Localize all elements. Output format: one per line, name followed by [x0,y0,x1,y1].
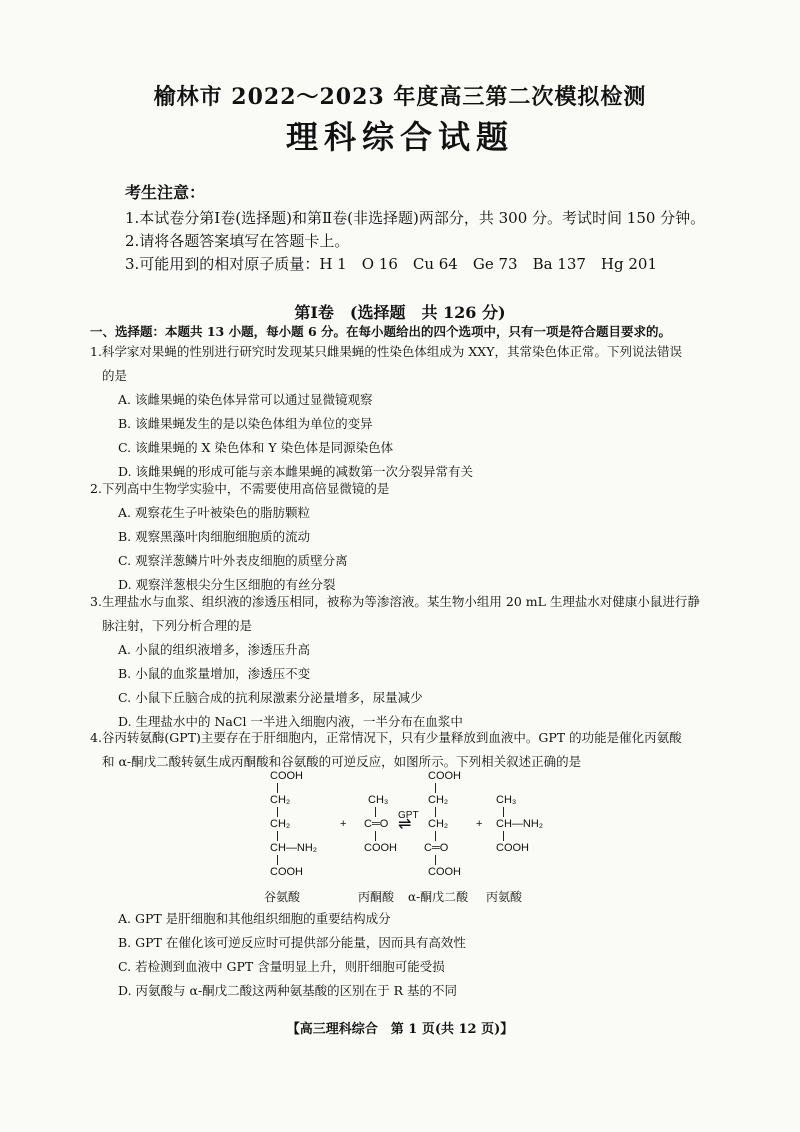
option-c: C. 该雌果蝇的 X 染色体和 Y 染色体是同源染色体 [118,440,394,455]
ketoglutarate-group: COOH [428,866,461,878]
option-a: A. GPT 是肝细胞和其他组织细胞的重要结构成分 [118,911,391,926]
label-pyruvate: 丙酮酸 [358,890,395,904]
option-b: B. GPT 在催化该可逆反应时可提供部分能量，因而具有高效性 [118,935,466,950]
plus-sign: + [476,818,483,830]
question-stem: 1.科学家对果蝇的性别进行研究时发现某只雌果蝇的性染色体组成为 XXY，其常染色体正常。下列说法错误 [90,344,682,359]
bond-line [277,807,278,817]
bond-line [277,783,278,793]
exam-subtitle: 理科综合试题 [285,118,514,156]
plus-sign: + [340,818,347,830]
question-stem: 的是 [102,368,128,383]
question-2 [90,477,750,597]
bond-line [503,807,504,817]
question-3 [90,590,750,734]
option-a: A. 观察花生子叶被染色的脂肪颗粒 [118,505,310,520]
question-4-options [90,907,750,1003]
glutamate-group: COOH [270,770,303,782]
alanine-group: CH₃ [496,794,517,806]
bond-line [503,831,504,841]
option-b: B. 小鼠的血浆量增加，渗透压不变 [118,666,311,681]
option-b: B. 观察黑藻叶肉细胞细胞质的流动 [118,529,311,544]
bond-line [277,831,278,841]
option-d: D. 该雌果蝇的形成可能与亲本雌果蝇的减数第一次分裂异常有关 [118,464,474,479]
question-stem: 4.谷丙转氨酶(GPT)主要存在于肝细胞内，正常情况下，只有少量释放到血液中。GPT 的功能是催化丙氨酸 [90,730,682,745]
label-ketoglutarate: α-酮戊二酸 [408,890,469,904]
option-c: C. 观察洋葱鳞片叶外表皮细胞的质壁分离 [118,553,348,568]
notice-heading: 考生注意： [125,183,206,202]
ketoglutarate-group: CH₂ [428,794,449,806]
glutamate-group: CH—NH₂ [270,842,318,854]
label-glutamate: 谷氨酸 [264,890,301,904]
enzyme-label: GPT [398,810,419,821]
notice-line: 1.本试卷分第Ⅰ卷(选择题)和第Ⅱ卷(非选择题)两部分，共 300 分。考试时间 150 分钟。 [125,209,706,227]
option-a: A. 该雌果蝇的染色体异常可以通过显微镜观察 [118,392,373,407]
label-alanine: 丙氨酸 [486,890,523,904]
section-title: 第Ⅰ卷 (选择题 共 126 分) [294,303,506,322]
page-footer: 【高三理科综合 第 1 页(共 12 页)】 [286,1022,514,1037]
bond-line [277,855,278,865]
bond-line [375,831,376,841]
option-d: D. 生理盐水中的 NaCl 一半进入细胞内液，一半分布在血浆中 [118,714,463,729]
alanine-group: COOH [496,842,529,854]
question-stem: 3.生理盐水与血浆、组织液的渗透压相同，被称为等渗溶液。某生物小组用 20 mL 生理盐水对健康小鼠进行静 [90,594,700,609]
ketoglutarate-group: CH₂ [428,818,449,830]
alanine-group: CH—NH₂ [496,818,544,830]
section-instruction: 一、选择题：本题共 13 小题，每小题 6 分。在每小题给出的四个选项中，只有一项是符合题目要求的。 [90,324,672,339]
reversible-arrow-icon: ⇌ [398,816,412,833]
notice-line: 3.可能用到的相对原子质量：H 1 O 16 Cu 64 Ge 73 Ba 137 Hg 201 [125,255,658,273]
bond-line [435,783,436,793]
pyruvate-group: COOH [364,842,397,854]
question-1 [90,340,750,484]
option-b: B. 该雌果蝇发生的是以染色体组为单位的变异 [118,416,373,431]
question-stem: 脉注射，下列分析合理的是 [102,618,253,633]
glutamate-group: CH₂ [270,794,291,806]
question-stem: 2.下列高中生物学实验中，不需要使用高倍显微镜的是 [90,481,390,496]
ketoglutarate-group: COOH [428,770,461,782]
pyruvate-group: CH₃ [368,794,389,806]
pyruvate-group: C═O [364,818,389,830]
candidate-notice [125,180,725,276]
option-a: A. 小鼠的组织液增多，渗透压升高 [118,642,310,657]
question-4 [90,726,750,774]
glutamate-group: CH₂ [270,818,291,830]
option-d: D. 观察洋葱根尖分生区细胞的有丝分裂 [118,577,336,592]
question-stem: 和 α-酮戊二酸转氨生成丙酮酸和谷氨酸的可逆反应，如图所示。下列相关叙述正确的是 [102,754,582,769]
option-d: D. 丙氨酸与 α-酮戊二酸这两种氨基酸的区别在于 R 基的不同 [118,983,458,998]
bond-line [435,807,436,817]
notice-line: 2.请将各题答案填写在答题卡上。 [125,232,350,250]
option-c: C. 若检测到血液中 GPT 含量明显上升，则肝细胞可能受损 [118,959,445,974]
bond-line [435,855,436,865]
glutamate-group: COOH [270,866,303,878]
gpt-reaction-diagram [250,770,570,905]
bond-line [375,807,376,817]
ketoglutarate-group: C═O [424,842,449,854]
exam-title: 榆林市 2022～2023 年度高三第二次模拟检测 [153,84,647,110]
bond-line [435,831,436,841]
option-c: C. 小鼠下丘脑合成的抗利尿激素分泌量增多，尿量减少 [118,690,423,705]
